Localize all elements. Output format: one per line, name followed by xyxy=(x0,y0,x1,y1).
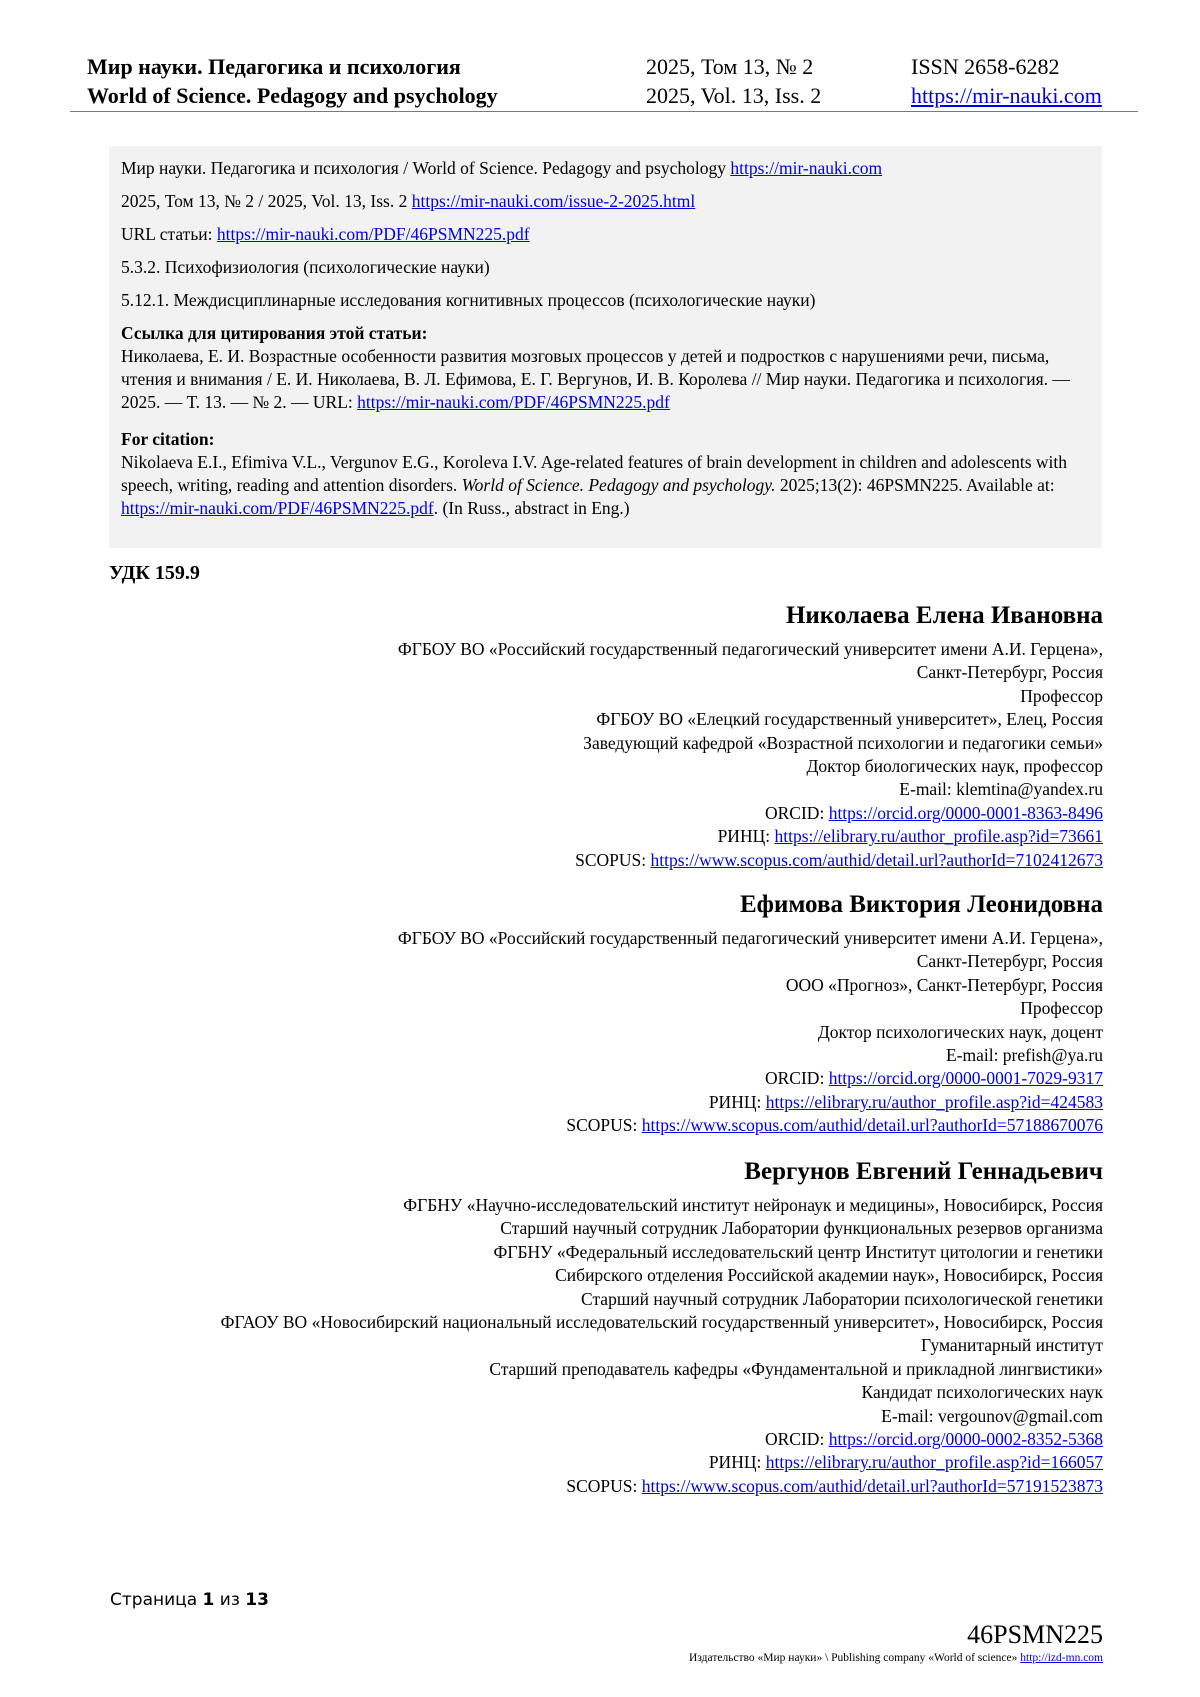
citation-ru-text: Николаева, Е. И. Возрастные особенности развития мозговых процессов у детей и подростков с нарушениями речи, письма, чтения и внимания / Е. И. Николаева, В. Л. Ефимова, Е. Г. Вергунов, И. В. Королева // Мир науки. Педагогика и психология. — 2025. — Т. 13. — № 2. — URL: xyxy=(121,346,1070,412)
page-counter xyxy=(110,1590,269,1610)
author-email: E-mail: vergounov@gmail.com xyxy=(881,1405,1103,1426)
article-id: 46PSMN225 xyxy=(967,1620,1103,1649)
udk-code: УДК 159.9 xyxy=(109,562,200,584)
issn-site xyxy=(911,52,1102,110)
rinc-link[interactable]: https://elibrary.ru/author_profile.asp?id=73661 xyxy=(774,826,1103,847)
citation-ru xyxy=(121,322,1096,414)
author-affiliation-line: Доктор психологических наук, доцент xyxy=(817,1021,1103,1042)
citation-en xyxy=(121,428,1096,520)
issue-info xyxy=(646,52,821,110)
author-scopus xyxy=(103,849,1103,872)
author-affiliation-line: Заведующий кафедрой «Возрастной психологии и педагогики семьи» xyxy=(583,732,1103,753)
orcid-label: ORCID: xyxy=(765,1068,829,1089)
author-affiliation-line: Старший преподаватель кафедры «Фундаментальной и прикладной лингвистики» xyxy=(489,1358,1103,1379)
author-name: Вергунов Евгений Геннадьевич xyxy=(744,1158,1103,1185)
scopus-label: SCOPUS: xyxy=(566,1475,642,1496)
journal-title-en: World of Science. Pedagogy and psychology xyxy=(87,83,498,108)
issn: ISSN 2658-6282 xyxy=(911,54,1060,79)
info-article-link[interactable]: https://mir-nauki.com/PDF/46PSMN225.pdf xyxy=(216,224,530,244)
rinc-link[interactable]: https://elibrary.ru/author_profile.asp?id=166057 xyxy=(765,1452,1103,1473)
info-line-specialty-1: 5.3.2. Психофизиология (психологические науки) xyxy=(121,257,490,277)
rinc-label: РИНЦ: xyxy=(708,1452,766,1473)
author-affiliation-line: Гуманитарный институт xyxy=(921,1335,1103,1356)
publisher-link[interactable]: http://izd-mn.com xyxy=(1020,1652,1103,1664)
author-affiliation-line: Старший научный сотрудник Лаборатории психологической генетики xyxy=(581,1288,1103,1309)
author-rinc xyxy=(103,1451,1103,1474)
info-journal-link[interactable]: https://mir-nauki.com xyxy=(730,158,883,178)
journal-title xyxy=(87,52,498,110)
citation-en-journal: World of Science. Pedagogy and psychology. xyxy=(461,475,776,495)
author-affiliation-line: ФГБОУ ВО «Российский государственный педагогический университет имени А.И. Герцена», xyxy=(397,639,1103,659)
citation-en-text-3: . (In Russ., abstract in Eng.) xyxy=(433,498,630,518)
author-affiliation-line: ФГБНУ «Федеральный исследовательский центр Институт цитологии и генетики xyxy=(493,1241,1103,1262)
citation-ru-link[interactable]: https://mir-nauki.com/PDF/46PSMN225.pdf xyxy=(357,392,670,412)
rinc-label: РИНЦ: xyxy=(708,1091,766,1112)
author-name: Ефимова Виктория Леонидовна xyxy=(739,891,1103,918)
page-mid: из xyxy=(214,1590,246,1610)
author-orcid xyxy=(103,1067,1103,1090)
orcid-link[interactable]: https://orcid.org/0000-0001-7029-9317 xyxy=(828,1068,1103,1089)
issue-en: 2025, Vol. 13, Iss. 2 xyxy=(646,83,822,108)
scopus-link[interactable]: https://www.scopus.com/authid/detail.url?authorId=7102412673 xyxy=(650,849,1103,870)
article-info-box xyxy=(109,146,1102,548)
author-scopus xyxy=(103,1114,1103,1137)
author-scopus xyxy=(103,1475,1103,1498)
citation-ru-title: Ссылка для цитирования этой статьи: xyxy=(121,323,428,343)
info-line-journal xyxy=(121,157,882,180)
scopus-link[interactable]: https://www.scopus.com/authid/detail.url?authorId=57191523873 xyxy=(641,1475,1103,1496)
author-affiliation-line: Санкт-Петербург, Россия xyxy=(916,951,1103,972)
author-name: Николаева Елена Ивановна xyxy=(785,602,1103,629)
page-prefix: Страница xyxy=(110,1590,203,1610)
author-email: E-mail: prefish@ya.ru xyxy=(945,1045,1103,1066)
site-link[interactable]: https://mir-nauki.com xyxy=(911,83,1102,108)
author-affiliation-line: ФГАОУ ВО «Новосибирский национальный исследовательский государственный университет», Новосибирск, Россия xyxy=(220,1312,1103,1333)
info-line-url-text: URL статьи: xyxy=(121,224,217,244)
header-divider xyxy=(70,111,1138,112)
citation-en-text: Nikolaeva E.I., Efimiva V.L., Vergunov E.G., Koroleva I.V. Age-related features of brain development in children and adolescents with speech, writing, reading and attention disorders. xyxy=(121,452,1068,495)
author-orcid xyxy=(103,802,1103,825)
author-email: E-mail: klemtina@yandex.ru xyxy=(899,779,1103,800)
author-affiliation-line: Профессор xyxy=(1020,685,1103,706)
author-affiliation-line: ФГБОУ ВО «Российский государственный педагогический университет имени А.И. Герцена», xyxy=(397,928,1103,948)
author-affiliation-line: ФГБОУ ВО «Елецкий государственный университет», Елец, Россия xyxy=(596,709,1103,730)
journal-header xyxy=(87,52,1129,110)
rinc-label: РИНЦ: xyxy=(717,826,775,847)
page-total: 13 xyxy=(245,1590,269,1610)
author-rinc xyxy=(103,825,1103,848)
info-issue-link[interactable]: https://mir-nauki.com/issue-2-2025.html xyxy=(411,191,696,211)
author-affiliation-line: Профессор xyxy=(1020,998,1103,1019)
journal-title-ru: Мир науки. Педагогика и психология xyxy=(87,54,461,79)
author-rinc xyxy=(103,1091,1103,1114)
orcid-link[interactable]: https://orcid.org/0000-0001-8363-8496 xyxy=(828,802,1103,823)
author-affiliation-line: Кандидат психологических наук xyxy=(861,1382,1103,1403)
author-block xyxy=(103,1157,1103,1498)
publisher-text: Издательство «Мир науки» \ Publishing company «World of science» xyxy=(689,1652,1021,1664)
scopus-link[interactable]: https://www.scopus.com/authid/detail.url?authorId=57188670076 xyxy=(641,1115,1103,1136)
orcid-link[interactable]: https://orcid.org/0000-0002-8352-5368 xyxy=(828,1429,1103,1450)
author-affiliation-line: Санкт-Петербург, Россия xyxy=(916,662,1103,683)
page-current: 1 xyxy=(202,1590,215,1610)
author-affiliation-line: ООО «Прогноз», Санкт-Петербург, Россия xyxy=(785,974,1103,995)
issue-ru: 2025, Том 13, № 2 xyxy=(646,54,814,79)
orcid-label: ORCID: xyxy=(765,802,829,823)
rinc-link[interactable]: https://elibrary.ru/author_profile.asp?id=424583 xyxy=(765,1091,1103,1112)
scopus-label: SCOPUS: xyxy=(575,849,651,870)
scopus-label: SCOPUS: xyxy=(566,1115,642,1136)
orcid-label: ORCID: xyxy=(765,1429,829,1450)
publisher-line xyxy=(689,1652,1103,1664)
info-line-issue-text: 2025, Том 13, № 2 / 2025, Vol. 13, Iss. 2 xyxy=(121,191,412,211)
citation-en-link[interactable]: https://mir-nauki.com/PDF/46PSMN225.pdf xyxy=(121,498,434,518)
author-affiliation-line: Доктор биологических наук, профессор xyxy=(806,756,1103,777)
author-affiliation-line: Сибирского отделения Российской академии наук», Новосибирск, Россия xyxy=(555,1265,1103,1286)
info-line-issue xyxy=(121,190,695,213)
info-line-journal-text: Мир науки. Педагогика и психология / World of Science. Pedagogy and psychology xyxy=(121,158,731,178)
author-affiliation-line: ФГБНУ «Научно-исследовательский институт нейронаук и медицины», Новосибирск, Россия xyxy=(403,1195,1103,1215)
info-line-specialty-2: 5.12.1. Междисциплинарные исследования когнитивных процессов (психологические науки) xyxy=(121,290,816,310)
author-orcid xyxy=(103,1428,1103,1451)
info-line-url xyxy=(121,223,530,246)
author-affiliation-line: Старший научный сотрудник Лаборатории функциональных резервов организма xyxy=(500,1218,1103,1239)
citation-en-title: For citation: xyxy=(121,429,215,449)
citation-en-text-2: 2025;13(2): 46PSMN225. Available at: xyxy=(775,475,1055,495)
author-block xyxy=(103,601,1103,872)
author-block xyxy=(103,890,1103,1138)
